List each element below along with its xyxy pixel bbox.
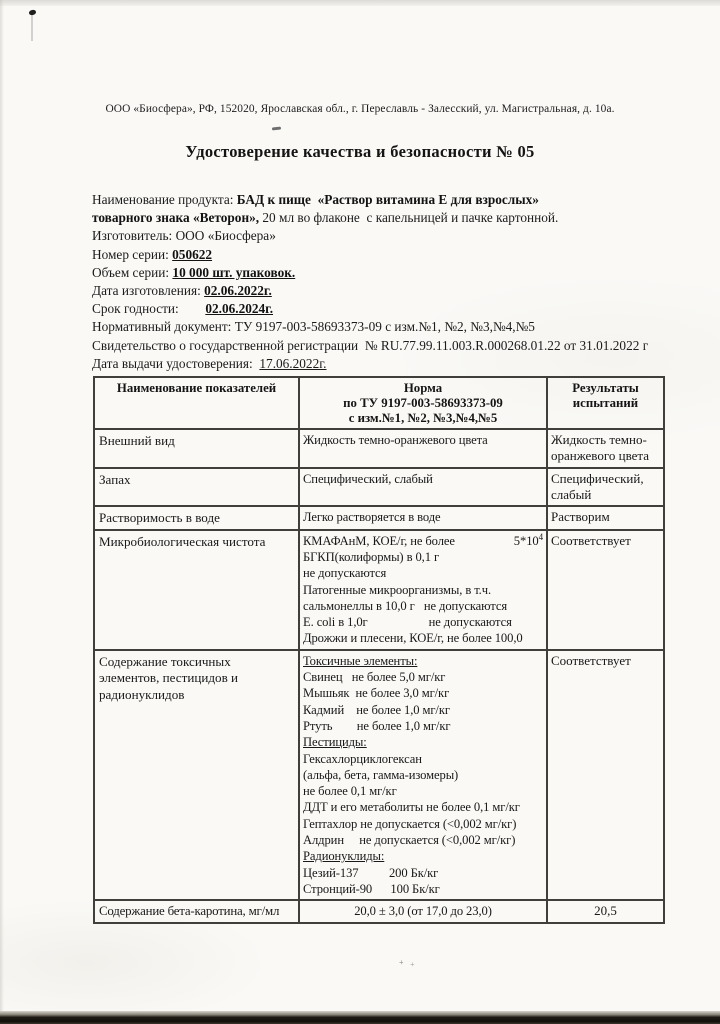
registration-certificate-line — [92, 337, 682, 355]
trademark-value: товарного знака «Веторон», — [92, 210, 263, 226]
norm-line: сальмонеллы в 10,0 г не допускаются — [303, 598, 508, 613]
batch-volume-value: 10 000 шт. упаковок. — [172, 264, 296, 280]
header-norm-line: Норма — [403, 381, 443, 395]
scan-smudge-artifact — [31, 15, 33, 41]
header-norm-line: с изм.№1, №2, №3,№4,№5 — [348, 411, 498, 425]
issue-date-value: 17.06.2022г. — [259, 355, 327, 371]
header-norm — [299, 377, 547, 429]
norm-line: не допускаются — [303, 566, 387, 581]
norm-line: Дрожжи и плесени, КОЕ/г, не более 100,0 — [303, 631, 523, 646]
package-description: 20 мл во флаконе с капельницей и пачке картонной. — [262, 210, 559, 226]
superscript-exponent: 4 — [538, 531, 543, 542]
norm-cell — [299, 530, 547, 650]
norm-line: Пестициды: — [303, 735, 367, 750]
norm-cell — [299, 468, 547, 507]
norm-line: ДДТ и его метаболиты не более 0,1 мг/кг — [303, 800, 520, 815]
normative-document-value: ТУ 9197-003-58693373-09 с изм.№1, №2, №3,№4,№5 — [234, 319, 535, 335]
norm-line: Патогенные микроорганизмы, в т.ч. — [303, 582, 492, 597]
norm-line: Жидкость темно-оранжевого цвета — [303, 433, 488, 447]
norm-line: (альфа, бета, гамма-изомеры) — [303, 767, 459, 782]
batch-number-label: Номер серии: — [92, 246, 173, 262]
result-cell: 20,5 — [547, 900, 664, 923]
norm-line: Ртуть не более 1,0 мг/кг — [303, 718, 451, 733]
table-row — [94, 429, 664, 468]
scan-speck-artifact-3: + — [410, 960, 415, 969]
norm-line: Свинец не более 5,0 мг/кг — [303, 670, 446, 685]
norm-line: Стронций-90 100 Бк/кг — [303, 881, 440, 896]
indicator-name-cell: Микробиологическая чистота — [94, 530, 299, 650]
manufacture-date-value: 02.06.2022г. — [204, 283, 272, 299]
expiry-date-line — [92, 300, 682, 318]
document-title: Удостоверение качества и безопасности № 05 — [185, 142, 535, 161]
result-cell: Специфический, слабый — [547, 468, 664, 507]
norm-line: не более 0,1 мг/кг — [303, 784, 397, 799]
quality-table-body — [94, 429, 664, 923]
result-cell: Соответствует — [547, 650, 664, 900]
indicator-name-cell: Растворимость в воде — [94, 506, 299, 530]
product-name-label: Наименование продукта: — [92, 192, 237, 207]
header-results-line: Результаты — [572, 381, 639, 395]
table-row — [94, 900, 664, 923]
registration-certificate-label: Свидетельство о государственной регистрации — [92, 337, 365, 353]
batch-number-line — [92, 246, 682, 264]
result-cell: Растворим — [547, 506, 664, 530]
table-row — [94, 468, 664, 507]
indicator-name-cell: Содержание бета-каротина, мг/мл — [94, 900, 299, 923]
manufacture-date-line — [92, 282, 682, 300]
scan-dash-artifact — [272, 127, 281, 131]
registration-certificate-value: № RU.77.99.11.003.R.000268.01.22 от 31.01.2022 г — [364, 337, 649, 353]
product-info-block — [92, 191, 682, 373]
norm-line: Цезий-137 200 Бк/кг — [303, 865, 439, 880]
norm-line-left: КМАФАнМ, КОЕ/г, не более — [303, 533, 455, 548]
expiry-date-value: 02.06.2024г. — [205, 301, 274, 317]
norm-line — [303, 533, 543, 549]
indicator-name-cell: Внешний вид — [94, 429, 299, 468]
product-name-line-2 — [92, 209, 682, 227]
indicator-name-cell: Запах — [94, 468, 299, 507]
norm-cell — [299, 429, 547, 468]
manufacturer-line — [92, 227, 682, 245]
norm-line: E. coli в 1,0г не допускаются — [303, 615, 512, 630]
header-indicator-name-text: Наименование показателей — [116, 381, 277, 395]
scan-edge-artifact-top — [0, 0, 720, 6]
norm-cell — [299, 900, 547, 923]
norm-line: Алдрин не допускается (<0,002 мг/кг) — [303, 833, 516, 848]
norm-line: Специфический, слабый — [303, 471, 433, 486]
norm-line-value: $5*10^4$ — [513, 531, 543, 548]
header-indicator-name — [94, 377, 299, 429]
norm-line: Радионуклиды: — [303, 849, 385, 864]
manufacturer-value: ООО «Биосфера» — [175, 228, 276, 244]
batch-number-value: 050622 — [172, 246, 213, 262]
scan-speck-artifact-2: + — [399, 958, 404, 967]
norm-line: 20,0 ± 3,0 (от 17,0 до 23,0) — [354, 904, 492, 919]
result-cell: Соответствует — [547, 530, 664, 650]
result-cell: Жидкость темно-оранжевого цвета — [547, 429, 664, 468]
indicator-name-cell: Содержание токсичных элементов, пестицидов и радионуклидов — [94, 650, 299, 900]
norm-line: Токсичные элементы: — [303, 653, 418, 668]
table-header-row — [94, 377, 664, 429]
quality-indicators-table — [93, 376, 665, 924]
header-results-line: испытаний — [572, 396, 639, 410]
normative-document-label: Нормативный документ: — [92, 319, 235, 335]
batch-volume-label: Объем серии: — [92, 264, 173, 280]
table-row — [94, 530, 664, 650]
company-address: ООО «Биосфера», РФ, 152020, Ярославская обл., г. Переславль - Залесский, ул. Магистральная, д. 10а. — [105, 103, 615, 115]
norm-line: Легко растворяется в воде — [303, 510, 441, 525]
product-name-line — [92, 191, 682, 209]
expiry-date-label: Срок годности: — [92, 301, 206, 317]
issue-date-line — [92, 355, 682, 373]
manufacturer-label: Изготовитель: — [92, 228, 176, 244]
manufacture-date-label: Дата изготовления: — [92, 283, 205, 299]
norm-line: Гексахлорциклогексан — [303, 751, 422, 766]
normative-document-line — [92, 318, 682, 336]
norm-line: БГКП(колиформы) в 0,1 г — [303, 549, 440, 564]
product-name-value: БАД к пище «Раствор витамина Е для взрослых» — [236, 192, 539, 207]
norm-line: Кадмий не более 1,0 мг/кг — [303, 702, 450, 717]
norm-line: Мышьяк не более 3,0 мг/кг — [303, 686, 450, 701]
issue-date-label: Дата выдачи удостоверения: — [92, 355, 260, 371]
header-norm-line: по ТУ 9197-003-58693373-09 — [343, 396, 503, 410]
batch-volume-line — [92, 264, 682, 282]
table-row — [94, 650, 664, 900]
header-results — [547, 377, 664, 429]
norm-cell — [299, 506, 547, 530]
norm-cell — [299, 650, 547, 900]
norm-line: Гептахлор не допускается (<0,002 мг/кг) — [303, 816, 517, 831]
scan-edge-artifact-bottom — [0, 1011, 720, 1024]
table-row — [94, 506, 664, 530]
